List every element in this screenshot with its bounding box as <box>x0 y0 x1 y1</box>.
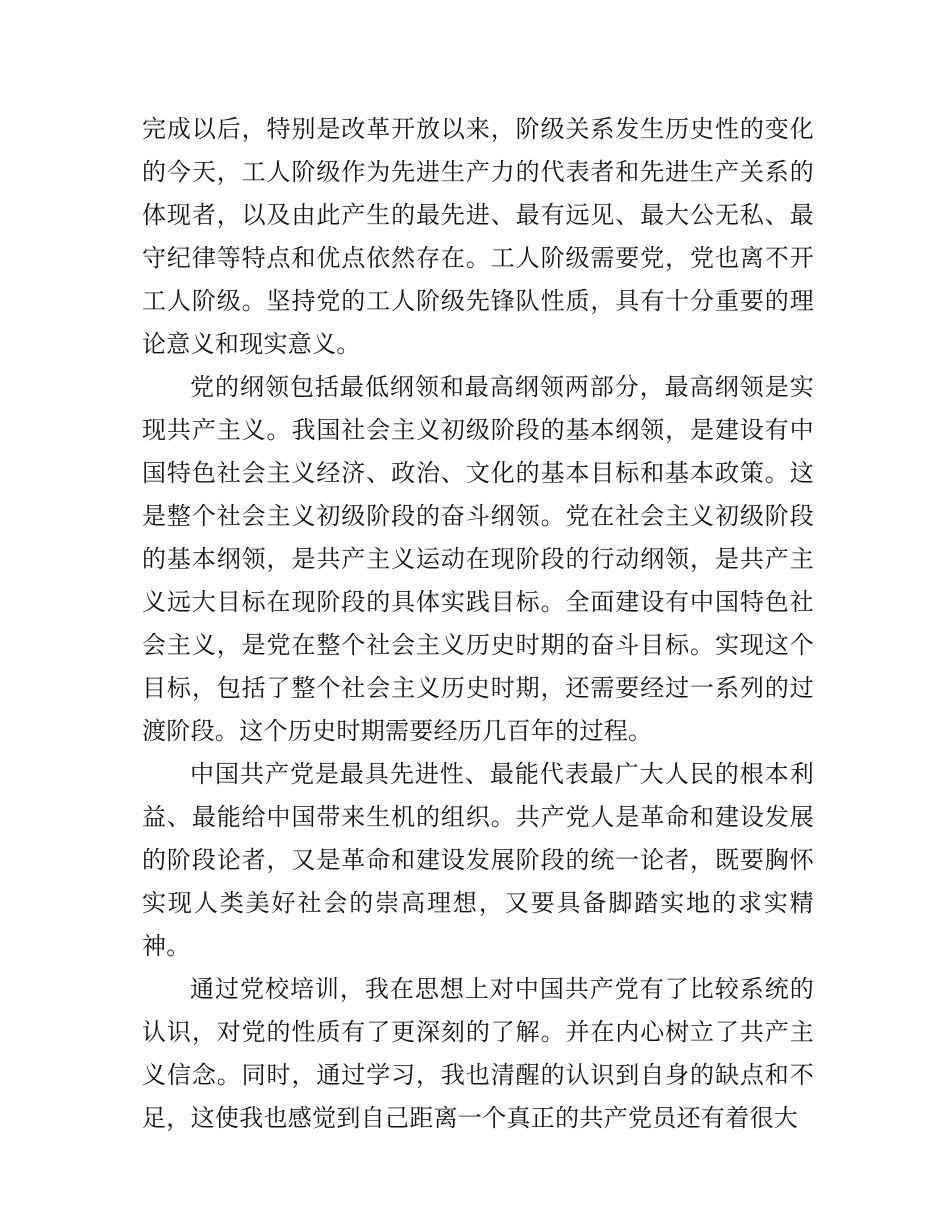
paragraph-3: 中国共产党是最具先进性、最能代表最广大人民的根本利益、最能给中国带来生机的组织。共产党人是革命和建设发展的阶段论者，又是革命和建设发展阶段的统一论者，既要胸怀实现人类美好社会的崇高理想，又要具备脚踏实地的求实精神。 <box>142 760 814 960</box>
paragraph-4: 通过党校培训，我在思想上对中国共产党有了比较系统的认识，对党的性质有了更深刻的了解。并在内心树立了共产主义信念。同时，通过学习，我也清醒的认识到自身的缺点和不足，这使我也感觉到自己距离一个真正的共产党员还有着很大 <box>142 975 814 1132</box>
document-body <box>142 108 814 1140</box>
paragraph-1: 完成以后，特别是改革开放以来，阶级关系发生历史性的变化的今天，工人阶级作为先进生产力的代表者和先进生产关系的体现者，以及由此产生的最先进、最有远见、最大公无私、最守纪律等特点和优点依然存在。工人阶级需要党，党也离不开工人阶级。坚持党的工人阶级先锋队性质，具有十分重要的理论意义和现实意义。 <box>142 115 814 358</box>
paragraph-2: 党的纲领包括最低纲领和最高纲领两部分，最高纲领是实现共产主义。我国社会主义初级阶段的基本纲领，是建设有中国特色社会主义经济、政治、文化的基本目标和基本政策。这是整个社会主义初级阶段的奋斗纲领。党在社会主义初级阶段的基本纲领，是共产主义运动在现阶段的行动纲领，是共产主义远大目标在现阶段的具体实践目标。全面建设有中国特色社会主义，是党在整个社会主义历史时期的奋斗目标。实现这个目标，包括了整个社会主义历史时期，还需要经过一系列的过渡阶段。这个历史时期需要经历几百年的过程。 <box>142 373 814 745</box>
